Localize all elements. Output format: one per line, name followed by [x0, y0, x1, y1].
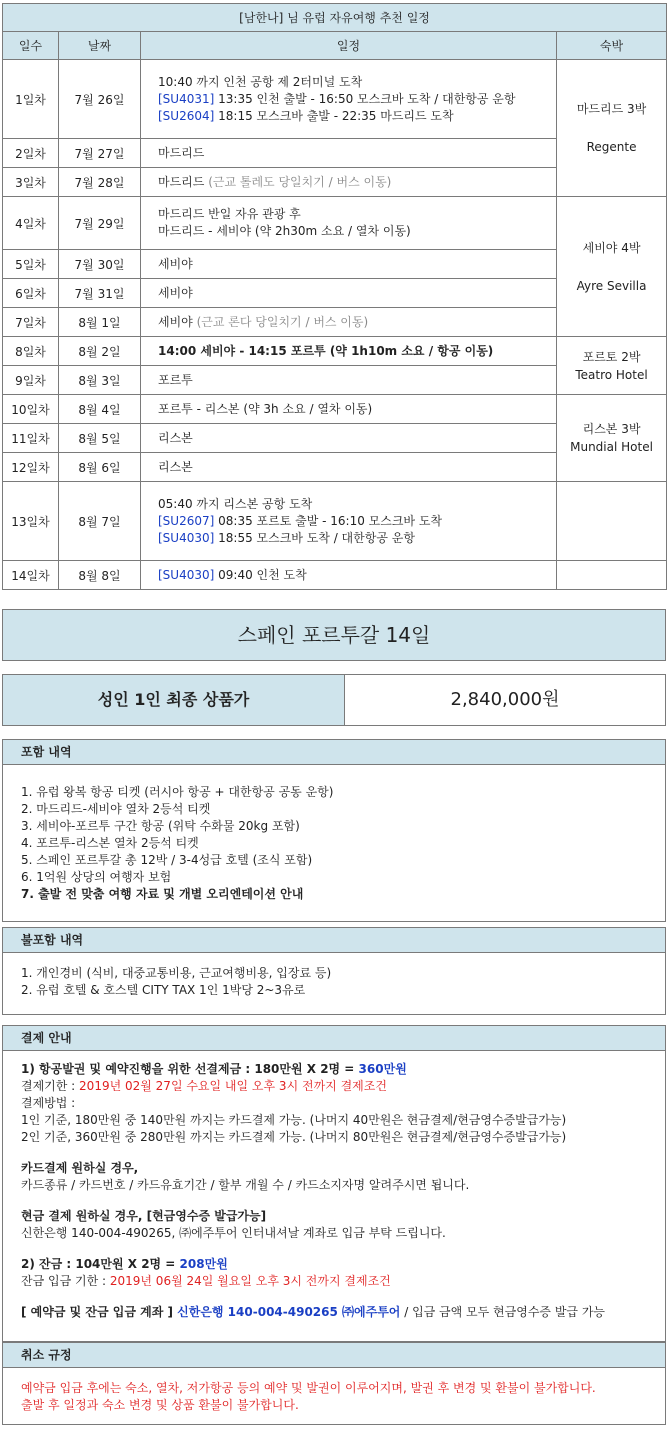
itinerary-title: [남한나] 님 유럽 자유여행 추천 일정 [3, 4, 667, 32]
plan-cell [141, 197, 557, 250]
included-item: 7. 출발 전 맞춤 여행 자료 및 개별 오리엔테이션 안내 [21, 887, 304, 901]
date-cell: 8월 2일 [59, 337, 141, 366]
cancel-line-2: 출발 후 일정과 숙소 변경 및 상품 환불이 불가합니다. [21, 1398, 299, 1412]
plan-line [158, 256, 556, 273]
date-cell: 7월 30일 [59, 250, 141, 279]
plan-line [158, 530, 556, 547]
plan-line [158, 223, 556, 240]
table-row [3, 337, 667, 366]
plan-text: 세비야 [158, 285, 193, 300]
plan-line [158, 145, 556, 162]
plan-text: 마드리드 반일 자유 관광 후 [158, 207, 301, 221]
stay-cell [557, 395, 667, 482]
plan-cell [141, 424, 557, 453]
stay-cell [557, 337, 667, 395]
stay-name: 포르토 2박 [582, 349, 641, 364]
stay-hotel: Regente [586, 140, 637, 154]
plan-cell [141, 308, 557, 337]
cash-title: 현금 결제 원하실 경우, [현금영수증 발급가능] [21, 1209, 267, 1223]
balance-deadline-value: 2019년 06월 24일 월요일 오후 3시 전까지 결제조건 [109, 1274, 391, 1288]
plan-line [158, 459, 556, 476]
plan-note: (근교 론다 당일치기 / 버스 이동) [196, 314, 369, 329]
table-row [3, 197, 667, 250]
date-cell: 7월 26일 [59, 60, 141, 139]
price-label: 성인 1인 최종 상품가 [3, 675, 345, 725]
plan-line [158, 496, 556, 513]
cancel-line-1: 예약금 입금 후에는 숙소, 열차, 저가항공 등의 예약 및 발권이 이루어지며, 발권 후 변경 및 환불이 불가합니다. [21, 1381, 596, 1395]
day-cell: 10일차 [3, 395, 59, 424]
method-2: 2인 기준, 360만원 중 280만원 까지는 카드결제 가능. (나머지 80만원은 현금결제/현금영수증발급가능) [21, 1130, 567, 1144]
cancel-section [2, 1342, 666, 1425]
plan-text: 포르투 - 리스본 (약 3h 소요 / 열차 이동) [158, 401, 373, 416]
plan-note: (근교 톨레도 당일치기 / 버스 이동) [208, 174, 392, 189]
plan-line [158, 314, 556, 331]
method-label: 결제방법 : [21, 1096, 76, 1110]
deposit-label: 1) 항공발권 및 예약진행을 위한 선결제금 : 180만원 X 2명 = [21, 1062, 359, 1076]
plan-text: 마드리드 - 세비야 (약 2h30m 소요 / 열차 이동) [158, 224, 411, 238]
stay-name: 마드리드 3박 [576, 102, 647, 116]
table-row [3, 60, 667, 139]
header-stay: 숙박 [557, 32, 667, 60]
date-cell: 7월 29일 [59, 197, 141, 250]
included-item: 6. 1억원 상당의 여행자 보험 [21, 870, 172, 884]
deposit-total: 360만원 [358, 1062, 407, 1076]
plan-cell [141, 453, 557, 482]
account-value: 신한은행 140-004-490265 ㈜에주투어 [177, 1305, 401, 1319]
flight-code: [SU4031] [158, 91, 215, 106]
day-cell: 6일차 [3, 279, 59, 308]
product-title: 스페인 포르투갈 14일 [2, 609, 666, 661]
day-cell: 2일차 [3, 139, 59, 168]
date-cell: 7월 31일 [59, 279, 141, 308]
account-note: / 입금 금액 모두 현금영수증 발급 가능 [400, 1305, 606, 1319]
stay-cell-empty [557, 561, 667, 590]
included-heading: 포함 내역 [3, 740, 665, 765]
included-item: 2. 마드리드-세비야 열차 2등석 티켓 [21, 802, 211, 816]
balance-total: 208만원 [179, 1257, 228, 1271]
day-cell: 4일차 [3, 197, 59, 250]
plan-line [158, 343, 556, 360]
plan-text: 08:35 포르토 출발 - 16:10 모스크바 도착 [214, 513, 443, 528]
plan-cell [141, 168, 557, 197]
payment-heading: 결제 안내 [3, 1026, 665, 1051]
plan-cell [141, 279, 557, 308]
plan-text: 세비야 [158, 256, 193, 271]
cash-text: 신한은행 140-004-490265, ㈜에주투어 인터내셔날 계좌로 입금 부탁 드립니다. [21, 1226, 446, 1240]
flight-code: [SU2607] [158, 513, 215, 528]
payment-section [2, 1025, 666, 1342]
plan-cell [141, 366, 557, 395]
plan-line [158, 74, 556, 91]
plan-text: 13:35 인천 출발 - 16:50 모스크바 도착 / 대한항공 운항 [214, 91, 516, 106]
flight-code: [SU4030] [158, 530, 215, 545]
stay-hotel: Teatro Hotel [575, 367, 648, 382]
method-1: 1인 기준, 180만원 중 140만원 까지는 카드결제 가능. (나머지 40만원은 현금결제/현금영수증발급가능) [21, 1113, 567, 1127]
itinerary-table [2, 3, 667, 590]
header-day: 일수 [3, 32, 59, 60]
plan-cell [141, 395, 557, 424]
excluded-section [2, 927, 666, 1015]
stay-hotel: Mundial Hotel [570, 440, 653, 454]
table-row [3, 561, 667, 590]
plan-text: 10:40 까지 인천 공항 제 2터미널 도착 [158, 74, 363, 89]
plan-line [158, 372, 556, 389]
included-item: 4. 포르투-리스본 열차 2등석 티켓 [21, 836, 199, 850]
plan-line [158, 91, 556, 108]
day-cell: 1일차 [3, 60, 59, 139]
plan-text: 09:40 인천 도착 [214, 567, 307, 582]
flight-code: [SU2604] [158, 108, 215, 123]
card-title: 카드결제 원하실 경우, [21, 1161, 139, 1175]
plan-text: 05:40 까지 리스본 공항 도착 [158, 496, 313, 511]
header-plan: 일정 [141, 32, 557, 60]
day-cell: 7일차 [3, 308, 59, 337]
balance-deadline-label: 잔금 입금 기한 : [21, 1274, 110, 1288]
day-cell: 8일차 [3, 337, 59, 366]
plan-line [158, 430, 556, 447]
date-cell: 7월 27일 [59, 139, 141, 168]
plan-text: 리스본 [158, 459, 193, 474]
plan-text: 포르투 [158, 372, 193, 387]
stay-cell-empty [557, 482, 667, 561]
plan-cell [141, 60, 557, 139]
deadline-label: 결제기한 : [21, 1079, 80, 1093]
plan-line [158, 206, 556, 223]
price-box [2, 674, 666, 726]
stay-cell [557, 60, 667, 197]
date-cell: 8월 5일 [59, 424, 141, 453]
plan-cell [141, 139, 557, 168]
plan-line [158, 513, 556, 530]
date-cell: 8월 7일 [59, 482, 141, 561]
header-date: 날짜 [59, 32, 141, 60]
plan-cell [141, 337, 557, 366]
balance-label: 2) 잔금 : 104만원 X 2명 = [21, 1257, 180, 1271]
plan-line [158, 174, 556, 191]
day-cell: 5일차 [3, 250, 59, 279]
flight-code: [SU4030] [158, 567, 215, 582]
price-value: 2,840,000원 [450, 689, 560, 710]
cancel-heading: 취소 규정 [3, 1342, 665, 1368]
date-cell: 8월 8일 [59, 561, 141, 590]
plan-text: 마드리드 [158, 174, 209, 189]
date-cell: 8월 1일 [59, 308, 141, 337]
date-cell: 8월 3일 [59, 366, 141, 395]
excluded-heading: 불포함 내역 [3, 928, 665, 953]
plan-line [158, 401, 556, 418]
included-item: 5. 스페인 포르투갈 총 12박 / 3-4성급 호텔 (조식 포함) [21, 853, 313, 867]
plan-cell [141, 250, 557, 279]
plan-line [158, 567, 556, 584]
excluded-item: 2. 유럽 호텔 & 호스텔 CITY TAX 1인 1박당 2~3유로 [21, 983, 306, 997]
stay-cell [557, 197, 667, 337]
plan-cell [141, 561, 557, 590]
stay-name: 세비야 4박 [582, 240, 641, 255]
plan-text: 18:55 모스크바 도착 / 대한항공 운항 [214, 530, 415, 545]
day-cell: 13일차 [3, 482, 59, 561]
included-section [2, 739, 666, 922]
card-text: 카드종류 / 카드번호 / 카드유효기간 / 할부 개월 수 / 카드소지자명 알려주시면 됩니다. [21, 1178, 470, 1192]
plan-text: 세비야 [158, 314, 197, 329]
plan-text: 마드리드 [158, 145, 205, 160]
plan-text: 리스본 [158, 430, 193, 445]
date-cell: 8월 4일 [59, 395, 141, 424]
included-item: 1. 유럽 왕복 항공 티켓 (러시아 항공 + 대한항공 공동 운항) [21, 785, 334, 799]
table-row [3, 482, 667, 561]
stay-hotel: Ayre Sevilla [576, 278, 647, 293]
day-cell: 12일차 [3, 453, 59, 482]
plan-text: 14:00 세비야 - 14:15 포르투 (약 1h10m 소요 / 항공 이동) [158, 343, 494, 358]
table-row [3, 395, 667, 424]
day-cell: 3일차 [3, 168, 59, 197]
date-cell: 8월 6일 [59, 453, 141, 482]
included-item: 3. 세비야-포르투 구간 항공 (위탁 수화물 20kg 포함) [21, 819, 300, 833]
deadline-value: 2019년 02월 27일 수요일 내일 오후 3시 전까지 결제조건 [79, 1079, 387, 1093]
plan-line [158, 108, 556, 125]
day-cell: 9일차 [3, 366, 59, 395]
stay-name: 리스본 3박 [582, 422, 641, 436]
day-cell: 11일차 [3, 424, 59, 453]
date-cell: 7월 28일 [59, 168, 141, 197]
excluded-item: 1. 개인경비 (식비, 대중교통비용, 근교여행비용, 입장료 등) [21, 966, 332, 980]
plan-line [158, 285, 556, 302]
day-cell: 14일차 [3, 561, 59, 590]
account-label: [ 예약금 및 잔금 입금 계좌 ] [21, 1305, 178, 1319]
plan-text: 18:15 모스크바 출발 - 22:35 마드리드 도착 [214, 108, 454, 123]
plan-cell [141, 482, 557, 561]
